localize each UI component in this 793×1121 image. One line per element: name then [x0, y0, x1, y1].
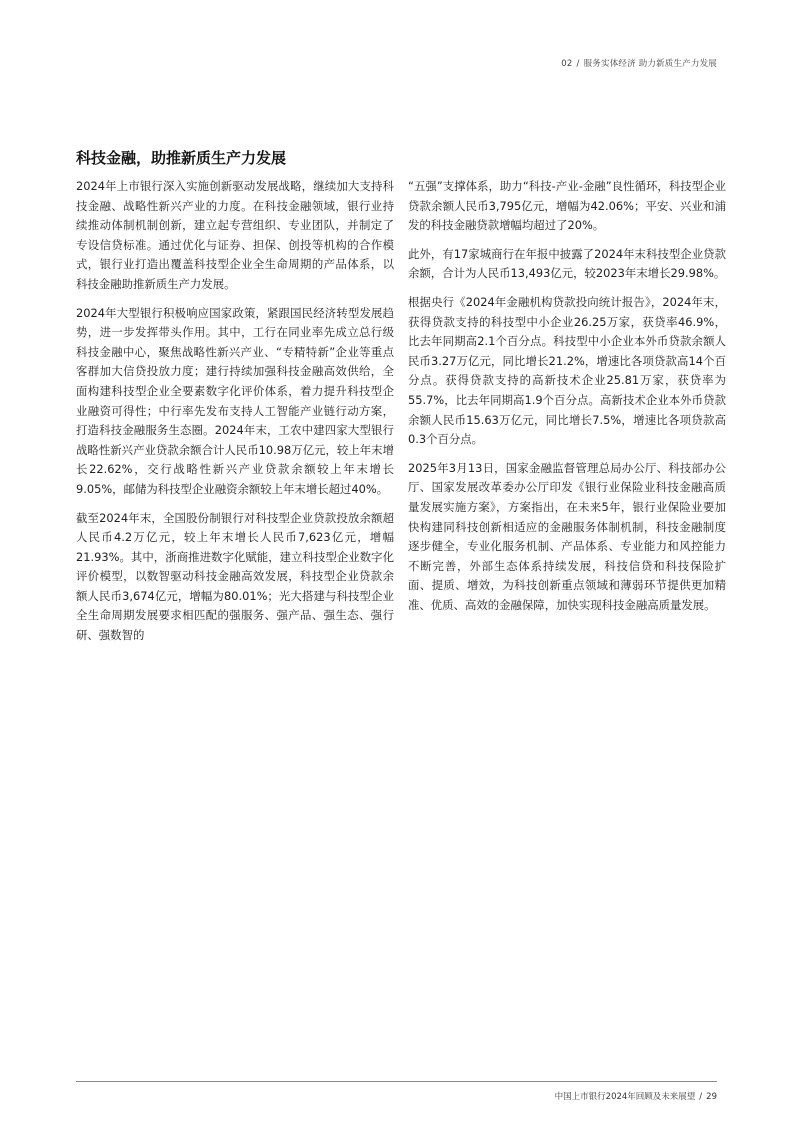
paragraph: 2024年上市银行深入实施创新驱动发展战略，继续加大支持科技金融、战略性新兴产业的力度。在科技金融领域，银行业持续推动体制机制创新，建立起专营组织、专业团队，并制定了专设信贷标准。通过优化与证券、担保、创投等机构的合作模式，银行业打造出覆盖科技型企业全生命周期的产品体系，以科技金融助推新质生产力发展。 — [76, 179, 394, 291]
paragraph: 根据央行《2024年金融机构贷款投向统计报告》，2024年末，获得贷款支持的科技型中小企业26.25万家，获贷率46.9%，比去年同期高2.1个百分点。科技型中小企业本外币贷款余额人民币3.27万亿元，同比增长21.2%，增速比各项贷款高14个百分点。获得贷款支持的高新技术企业25.81万家，获贷率为55.7%，比去年同期高1.9个百分点。高新技术企业本外币贷款余额人民币15.63万亿元，同比增长7.5%，增速比各项贷款高0.3个百分点。 — [408, 294, 726, 447]
right-column — [408, 177, 726, 624]
publication-title: 中国上市银行2024年回顾及未来展望 — [554, 1092, 696, 1102]
footer-separator: / — [699, 1092, 703, 1102]
section-title: 科技金融，助推新质生产力发展 — [76, 149, 287, 167]
chapter-number: 02 — [561, 59, 573, 69]
page-number: 29 — [706, 1092, 717, 1102]
running-header — [561, 57, 717, 69]
left-column — [76, 177, 394, 655]
paragraph: 此外，有17家城商行在年报中披露了2024年末科技型企业贷款余额，合计为人民币13,493亿元，较2023年末增长29.98%。 — [408, 246, 726, 281]
chapter-title: 服务实体经济 助力新质生产力发展 — [583, 59, 717, 69]
footer-divider — [76, 1081, 717, 1082]
paragraph: 2024年大型银行积极响应国家政策，紧跟国民经济转型发展趋势，进一步发挥带头作用。其中，工行在同业率先成立总行级科技金融中心，聚焦战略性新兴产业、“专精特新”企业等重点客群加大信贷投放力度；建行持续加强科技金融高效供给，全面构建科技型企业全要素数字化评价体系，着力提升科技型企业融资可得性；中行率先发布支持人工智能产业链行动方案，打造科技金融服务生态圈。2024年末，工农中建四家大型银行战略性新兴产业贷款余额合计人民币10.98万亿元，较上年末增长22.62%，交行战略性新兴产业贷款余额较上年末增长9.05%，邮储为科技型企业融资余额较上年末增长超过40%。 — [76, 305, 394, 496]
paragraph: 截至2024年末，全国股份制银行对科技型企业贷款投放余额超人民币4.2万亿元，较上年末增长人民币7,623亿元，增幅21.93%。其中，浙商推进数字化赋能，建立科技型企业数字化评价模型，以数智驱动科技金融高效发展，科技型企业贷款余额人民币3,674亿元，增幅为80.01%；光大搭建与科技型企业全生命周期发展要求相匹配的强服务、强产品、强生态、强行研、强数智的 — [76, 510, 394, 643]
page-footer — [555, 1090, 717, 1102]
paragraph: “五强”支撑体系，助力“科技-产业-金融”良性循环，科技型企业贷款余额人民币3,795亿元，增幅为42.06%；平安、兴业和浦发的科技金融贷款增幅均超过了20%。 — [408, 179, 726, 233]
paragraph: 2025年3月13日，国家金融监督管理总局办公厅、科技部办公厅、国家发展改革委办公厅印发《银行业保险业科技金融高质量发展实施方案》，方案指出，在未来5年，银行业保险业要加快构建同科技创新相适应的金融服务体制机制，科技金融制度逐步健全，专业化服务机制、产品体系、专业能力和风控能力不断完善，外部生态体系持续发展，科技信贷和科技保险扩面、提质、增效，为科技创新重点领域和薄弱环节提供更加精准、优质、高效的金融保障，加快实现科技金融高质量发展。 — [408, 460, 726, 612]
header-separator: / — [576, 59, 580, 69]
